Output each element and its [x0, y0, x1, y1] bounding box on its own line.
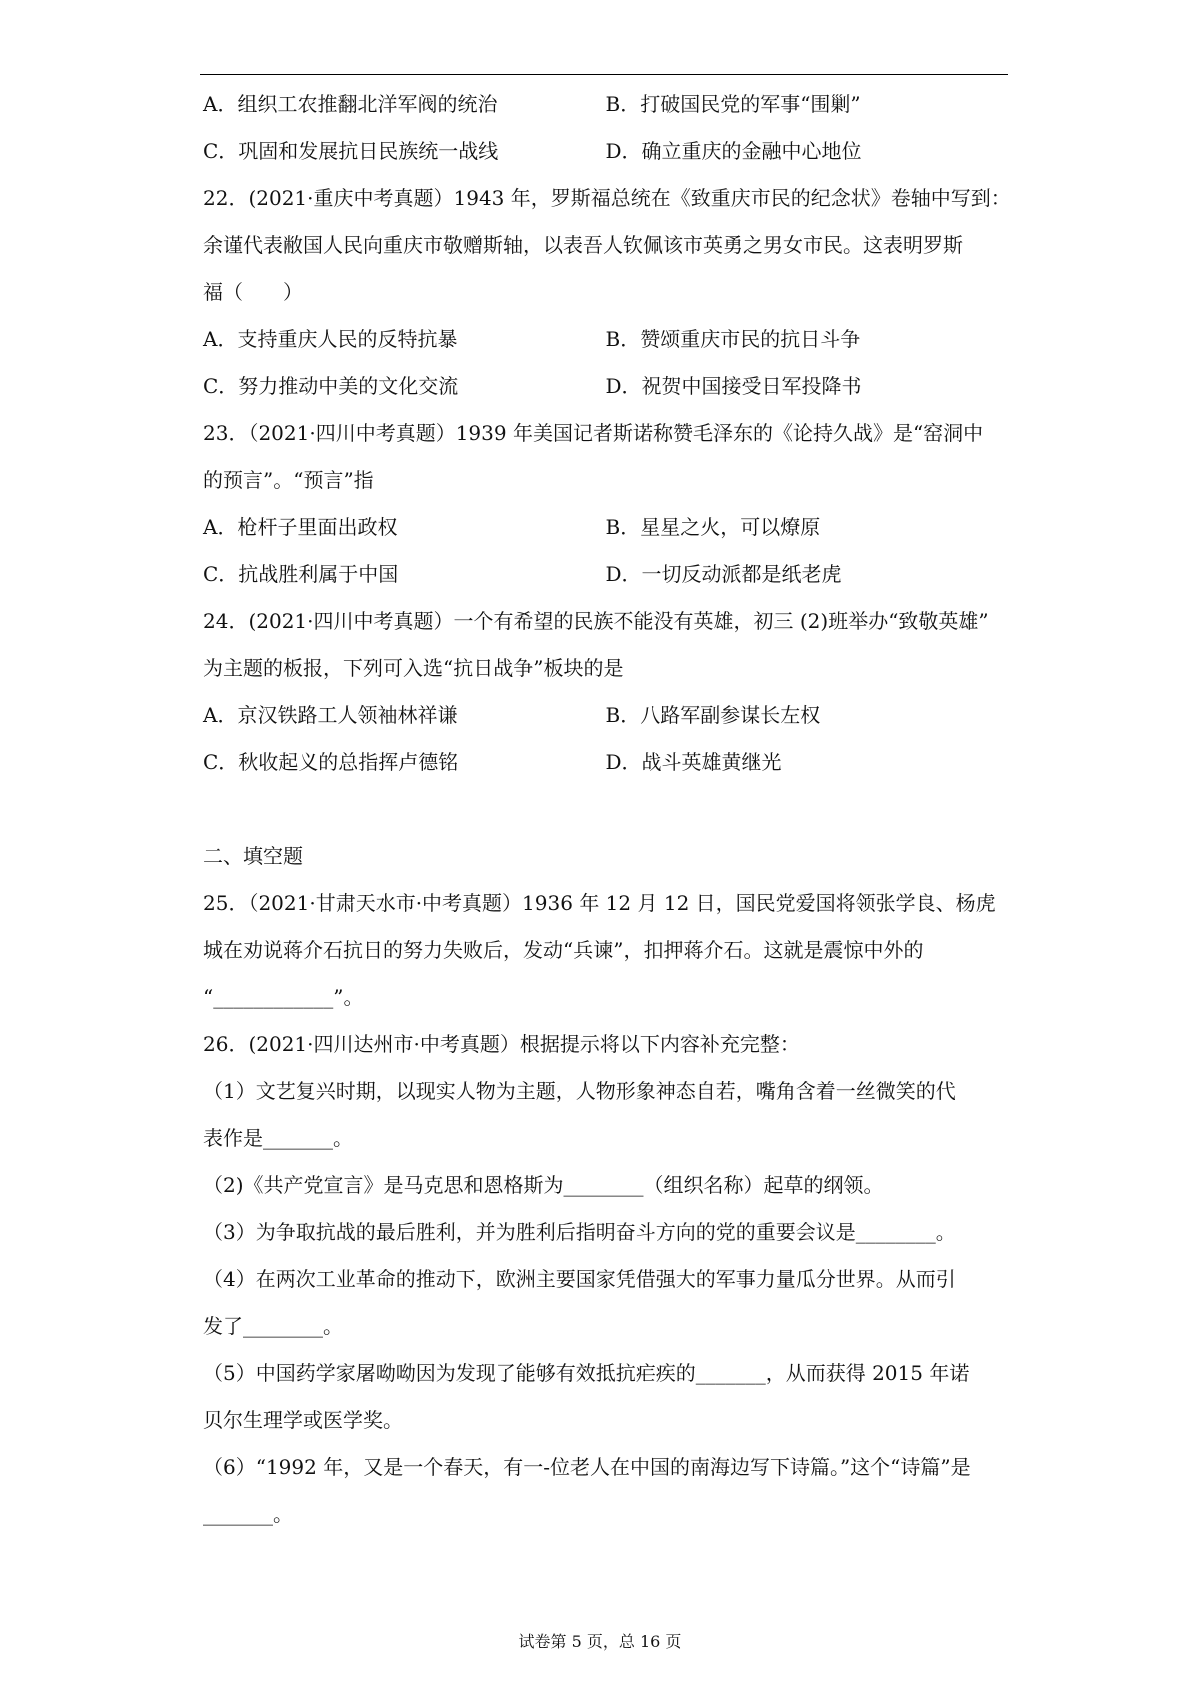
q26-stem: 26．(2021·四川达州市·中考真题）根据提示将以下内容补充完整：	[203, 1032, 800, 1056]
q23-stem-line-2: 的预言”。“预言”指	[203, 468, 374, 492]
q21-option-c: C．巩固和发展抗日民族统一战线	[203, 139, 499, 163]
q26-item-line-2: 表作是_______。	[203, 1126, 353, 1150]
exam-page	[203, 92, 1011, 1549]
section-title-fill-in: 二、填空题	[203, 844, 303, 868]
q23-stem-line-1: 23．（2021·四川中考真题）1939 年美国记者斯诺称赞毛泽东的《论持久战》是“窑洞中	[203, 421, 984, 445]
q26-item-line-6: 发了________。	[203, 1314, 343, 1338]
q25-stem-line-1: 25．（2021·甘肃天水市·中考真题）1936 年 12 月 12 日，国民党爱国将领张学良、杨虎	[203, 891, 996, 915]
q22-stem-line-3: 福（ ）	[203, 280, 303, 304]
q22-option-c: C．努力推动中美的文化交流	[203, 374, 459, 398]
q24-option-c: C．秋收起义的总指挥卢德铭	[203, 750, 459, 774]
q21-option-a: A．组织工农推翻北洋军阀的统治	[203, 92, 498, 116]
q23-option-c: C．抗战胜利属于中国	[203, 562, 399, 586]
q24-option-b: B．八路军副参谋长左权	[605, 703, 821, 727]
q26-item-line-8: 贝尔生理学或医学奖。	[203, 1408, 403, 1432]
q23-options-row-2	[203, 562, 1008, 586]
q22-stem-line-2: 余谨代表敝国人民向重庆市敬赠斯轴，以表吾人钦佩该市英勇之男女市民。这表明罗斯	[203, 233, 963, 257]
q24-option-a: A．京汉铁路工人领袖林祥谦	[203, 703, 458, 727]
section-gap	[203, 797, 1008, 844]
q23-option-a: A．枪杆子里面出政权	[203, 515, 398, 539]
q22-option-b: B．赞颂重庆市民的抗日斗争	[605, 327, 861, 351]
q21-option-d: D．确立重庆的金融中心地位	[605, 139, 862, 163]
q21-options-row-1	[203, 92, 1008, 116]
q24-stem-line-1: 24．(2021·四川中考真题）一个有希望的民族不能没有英雄，初三 (2)班举办“致敬英雄”	[203, 609, 989, 633]
q26-item-line-1: （1）文艺复兴时期，以现实人物为主题，人物形象神态自若，嘴角含着一丝微笑的代	[203, 1079, 956, 1103]
q22-stem-line-1: 22．(2021·重庆中考真题）1943 年，罗斯福总统在《致重庆市民的纪念状》卷轴中写到：	[203, 186, 1011, 210]
header-rule	[200, 74, 1008, 75]
q22-option-d: D．祝贺中国接受日军投降书	[605, 374, 862, 398]
q21-options-row-2	[203, 139, 1008, 163]
q25-stem-line-2: 城在劝说蒋介石抗日的努力失败后，发动“兵谏”，扣押蒋介石。这就是震惊中外的	[203, 938, 924, 962]
q24-options-row-2	[203, 750, 1008, 774]
q26-item-line-7: （5）中国药学家屠呦呦因为发现了能够有效抵抗疟疾的_______，从而获得 2015 年诺	[203, 1361, 970, 1385]
q24-stem-line-2: 为主题的板报，下列可入选“抗日战争”板块的是	[203, 656, 624, 680]
q22-option-a: A．支持重庆人民的反特抗暴	[203, 327, 458, 351]
q24-options-row-1	[203, 703, 1008, 727]
page-footer: 试卷第 5 页，总 16 页	[518, 1632, 682, 1651]
q25-stem-line-3: “____________”。	[203, 985, 364, 1009]
q26-item-line-3: （2)《共产党宣言》是马克思和恩格斯为________（组织名称）起草的纲领。	[203, 1173, 884, 1197]
q26-item-line-5: （4）在两次工业革命的推动下，欧洲主要国家凭借强大的军事力量瓜分世界。从而引	[203, 1267, 956, 1291]
q26-item-line-10: _______。	[203, 1502, 293, 1526]
q23-options-row-1	[203, 515, 1008, 539]
q22-options-row-1	[203, 327, 1008, 351]
q22-options-row-2	[203, 374, 1008, 398]
q24-option-d: D．战斗英雄黄继光	[605, 750, 782, 774]
q26-item-line-9: （6）“1992 年，又是一个春天，有一-位老人在中国的南海边写下诗篇。”这个“诗篇”是	[203, 1455, 971, 1479]
q23-option-b: B．星星之火，可以燎原	[605, 515, 821, 539]
q21-option-b: B．打破国民党的军事“围剿”	[605, 92, 861, 116]
q23-option-d: D．一切反动派都是纸老虎	[605, 562, 842, 586]
q26-item-line-4: （3）为争取抗战的最后胜利，并为胜利后指明奋斗方向的党的重要会议是________。	[203, 1220, 956, 1244]
